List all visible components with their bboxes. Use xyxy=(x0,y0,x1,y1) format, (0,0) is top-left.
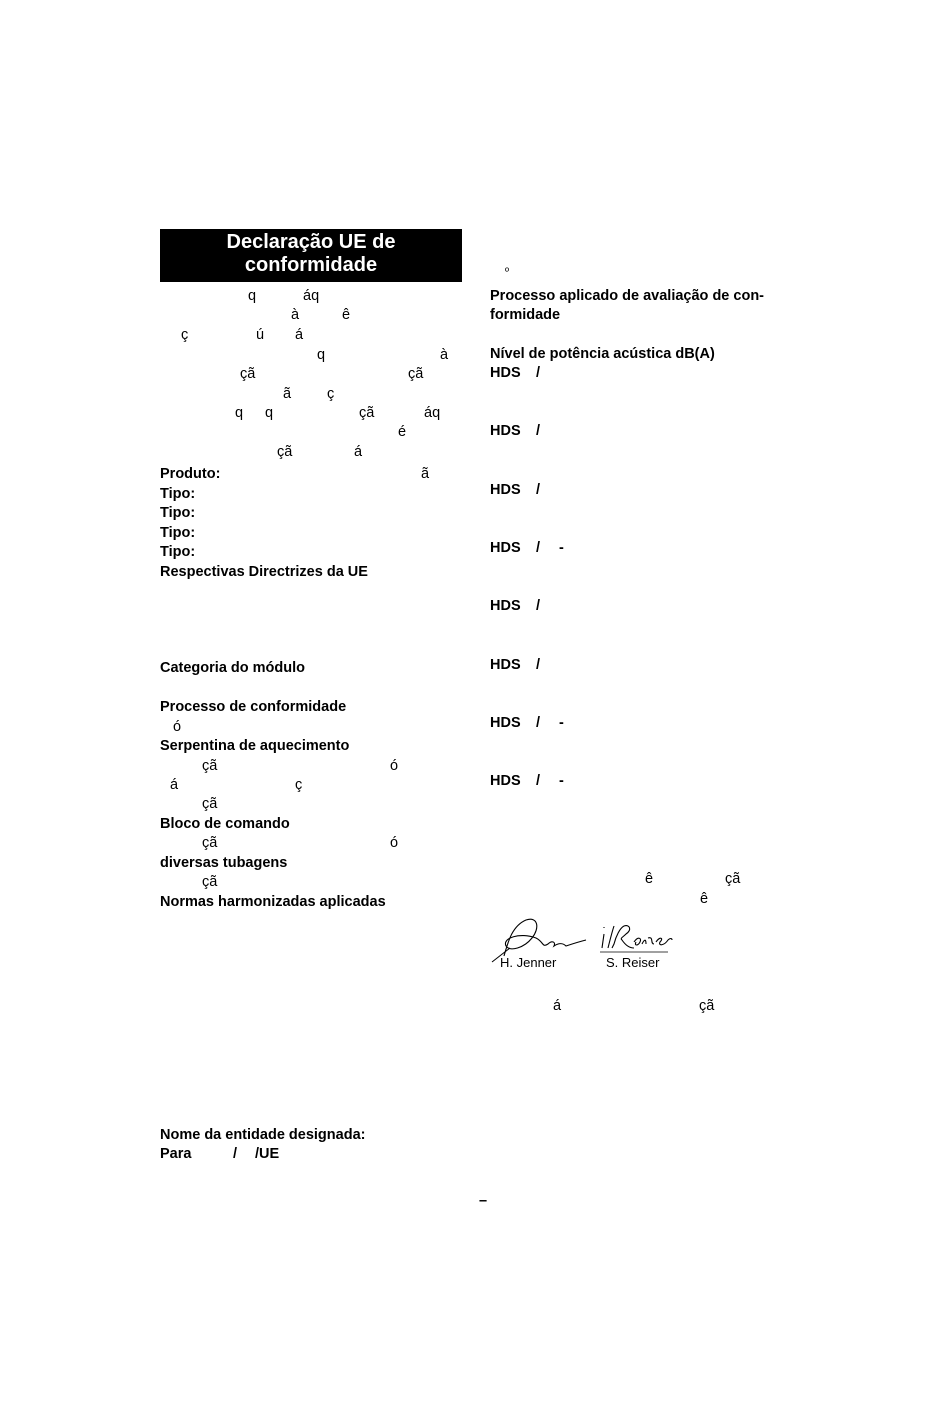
fragment: çã xyxy=(202,758,218,774)
fragment: á xyxy=(170,777,179,793)
fragment: ç xyxy=(327,386,335,402)
fragment: çã xyxy=(408,366,424,382)
para-label: Para xyxy=(160,1146,192,1162)
normas-label: Normas harmonizadas aplicadas xyxy=(160,894,386,910)
signature-reiser xyxy=(598,918,674,958)
tipo-label: Tipo: xyxy=(160,525,196,541)
fragment: çã xyxy=(202,874,218,890)
page-number-dash: – xyxy=(479,1193,488,1209)
document-title xyxy=(160,229,462,282)
avaliacao-heading-line-1: Processo aplicado de avaliação de con- xyxy=(490,288,764,304)
fragment: é xyxy=(398,424,407,440)
fragment: ç xyxy=(181,327,189,343)
hds-dash: - xyxy=(559,773,564,789)
fragment: ç xyxy=(295,777,303,793)
fragment: ú xyxy=(256,327,265,343)
hds-slash: / xyxy=(536,365,541,381)
fragment: à xyxy=(440,347,449,363)
fragment: çã xyxy=(725,871,741,887)
fragment: q xyxy=(235,405,244,421)
hds-slash: / xyxy=(536,715,541,731)
tipo-label: Tipo: xyxy=(160,544,196,560)
hds-slash: / xyxy=(536,657,541,673)
signature-name-reiser: S. Reiser xyxy=(606,955,660,970)
avaliacao-heading-line-2: formidade xyxy=(490,307,561,323)
entidade-label: Nome da entidade designada: xyxy=(160,1127,366,1143)
degree-mark: º xyxy=(505,266,510,278)
para-slash: / xyxy=(233,1146,238,1162)
fragment: á xyxy=(553,998,562,1014)
signature-name-jenner: H. Jenner xyxy=(500,955,557,970)
fragment: à xyxy=(291,307,300,323)
fragment: çã xyxy=(240,366,256,382)
hds-dash: - xyxy=(559,540,564,556)
fragment: ó xyxy=(390,835,399,851)
fragment: q xyxy=(317,347,326,363)
fragment: q xyxy=(248,288,257,304)
serpentina-label: Serpentina de aquecimento xyxy=(160,738,350,754)
nivel-heading: Nível de potência acústica dB(A) xyxy=(490,346,715,362)
hds-slash: / xyxy=(536,598,541,614)
para-ue: /UE xyxy=(255,1146,280,1162)
hds-label: HDS xyxy=(490,598,521,614)
hds-slash: / xyxy=(536,773,541,789)
hds-label: HDS xyxy=(490,482,521,498)
hds-dash: - xyxy=(559,715,564,731)
fragment: çã xyxy=(202,835,218,851)
fragment: áq xyxy=(424,405,441,421)
tipo-label: Tipo: xyxy=(160,505,196,521)
hds-slash: / xyxy=(536,540,541,556)
fragment: ã xyxy=(421,466,430,482)
produto-label: Produto: xyxy=(160,466,221,482)
title-line-2: conformidade xyxy=(244,254,378,276)
bloco-label: Bloco de comando xyxy=(160,816,290,832)
hds-label: HDS xyxy=(490,365,521,381)
fragment: á xyxy=(354,444,363,460)
tubagens-label: diversas tubagens xyxy=(160,855,288,871)
fragment: ê xyxy=(700,891,709,907)
directrizes-label: Respectivas Directrizes da UE xyxy=(160,564,368,580)
fragment: ó xyxy=(173,719,182,735)
title-line-1: Declaração UE de xyxy=(226,231,396,253)
hds-slash: / xyxy=(536,482,541,498)
fragment: çã xyxy=(359,405,375,421)
hds-label: HDS xyxy=(490,423,521,439)
hds-label: HDS xyxy=(490,715,521,731)
fragment: á xyxy=(295,327,304,343)
tipo-label: Tipo: xyxy=(160,486,196,502)
hds-label: HDS xyxy=(490,657,521,673)
fragment: ê xyxy=(342,307,351,323)
fragment: q xyxy=(265,405,274,421)
fragment: ó xyxy=(390,758,399,774)
hds-slash: / xyxy=(536,423,541,439)
fragment: ê xyxy=(645,871,654,887)
processo-label: Processo de conformidade xyxy=(160,699,347,715)
fragment: áq xyxy=(303,288,320,304)
hds-label: HDS xyxy=(490,773,521,789)
fragment: çã xyxy=(699,998,715,1014)
fragment: çã xyxy=(277,444,293,460)
categoria-label: Categoria do módulo xyxy=(160,660,305,676)
fragment: ã xyxy=(283,386,292,402)
fragment: çã xyxy=(202,796,218,812)
hds-label: HDS xyxy=(490,540,521,556)
